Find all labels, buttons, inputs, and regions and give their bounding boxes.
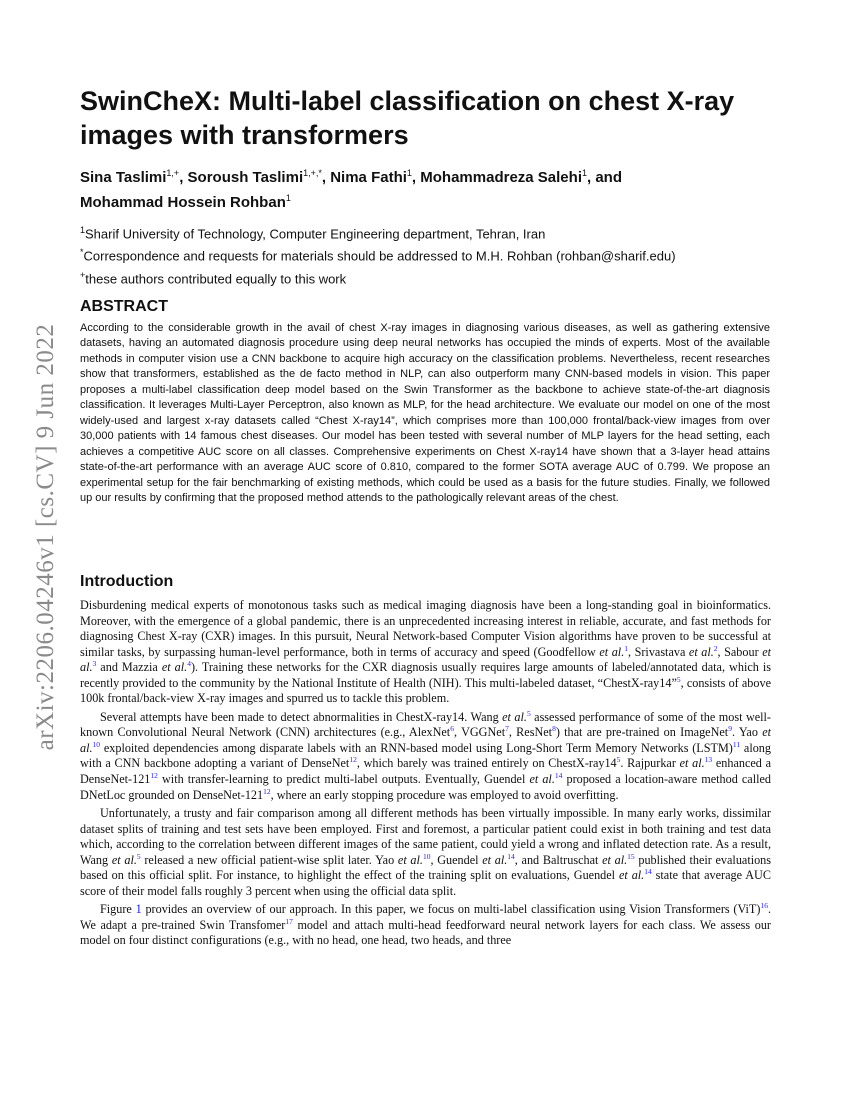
body-text: . Yao: [731, 725, 763, 740]
italic-text: et al.: [688, 644, 714, 659]
body-paragraph: [80, 806, 771, 899]
citation-link[interactable]: 5: [616, 755, 621, 765]
italic-text: et al.: [529, 772, 555, 787]
body-text: , which barely was trained entirely on ChestX-ray14: [356, 756, 617, 771]
author-separator: ,: [321, 169, 331, 186]
body-text: with transfer-learning to predict multi-label outputs. Eventually, Guendel: [157, 772, 530, 787]
citation-link[interactable]: 1: [624, 643, 628, 653]
italic-text: et al.: [111, 852, 137, 867]
affiliation-mark: 1: [80, 225, 86, 235]
author-list: [80, 163, 780, 213]
citation-link[interactable]: 7: [505, 724, 509, 734]
citation-link[interactable]: 13: [704, 755, 713, 765]
body-paragraph: [80, 902, 771, 949]
citation-link[interactable]: 10: [422, 851, 431, 861]
italic-text: et al.: [602, 852, 628, 867]
abstract-heading: ABSTRACT: [80, 298, 168, 315]
affiliation-text: Sharif University of Technology, Computer Engineering department, Tehran, Iran: [85, 226, 546, 242]
author-affiliation-mark: 1,+: [166, 168, 180, 178]
citation-link[interactable]: 5: [526, 708, 531, 718]
body-text: released a new official patient-wise split later. Yao: [140, 852, 398, 867]
body-paragraph: [80, 710, 771, 803]
affiliation-line: [80, 221, 780, 243]
body-text: , VGGNet: [453, 725, 506, 740]
body-text: . Rajpurkar: [620, 756, 680, 771]
italic-text: et al.: [618, 868, 645, 883]
body-text: , and Baltruschat: [514, 852, 603, 867]
citation-link[interactable]: 14: [507, 851, 515, 861]
citation-link[interactable]: 5: [136, 851, 141, 861]
italic-text: et al.: [502, 709, 527, 724]
abstract-text: According to the considerable growth in the avail of chest X-ray images in diagnosing various diseases, as well as gathering extensive datasets, having an automated diagnosis procedure using deep neural networks has occupied the minds of experts. Most of the available methods in computer vision use a CNN backbone to acquire high accuracy on the classification problems. Nevertheless, recent researches show that transformers, established as the de facto method in NLP, can also outperform many CNN-based models in vision. This paper proposes a multi-label classification deep model based on the Swin Transformer as the backbone to achieve state-of-the-art diagnosis classification. It leverages Multi-Layer Perceptron, also known as MLP, for the head architecture. We evaluate our model on one of the most widely-used and largest x-ray datasets called “Chest X-ray14”, which comprises more than 100,000 frontal/back-view images from over 30,000 patients with 14 famous chest diseases. Our model has been tested with several number of MLP layers for the head setting, each achieves a competitive AUC score on all classes. Comprehensive experiments on Chest X-ray14 have shown that a 3-layer head attains state-of-the-art performance with an average AUC score of 0.810, compared to the former SOTA average AUC of 0.799. We propose an experimental setup for the fair benchmarking of existing methods, which could be used as a basis for the future studies. Finally, we followed up our results by confirming that the proposed method attends to the pathologically relevant areas of the chest.: [80, 322, 770, 504]
citation-link[interactable]: 3: [92, 659, 97, 669]
citation-link[interactable]: 16: [760, 901, 768, 911]
italic-text: et al.: [679, 756, 705, 771]
body-text: Several attempts have been made to detect abnormalities in ChestX-ray14. Wang: [100, 709, 503, 724]
italic-text: et al.: [161, 660, 188, 675]
body-text: , Sabour: [717, 644, 763, 659]
author-name: Soroush Taslimi: [187, 169, 304, 186]
body-text: Unfortunately, a trusty and fair comparison among all different methods has been virtually impossible. In many early works, dissimilar dataset splits of training and test sets have been employed. First and foremost, a particular patient could exist in both training and test data which, according to the correlation between different images of the same patient, could yield a wrong and inflated detection rate. As a result, Wang: [80, 806, 771, 867]
citation-link[interactable]: 14: [644, 867, 652, 877]
citation-link[interactable]: 4: [187, 659, 191, 669]
citation-link[interactable]: 11: [732, 739, 741, 749]
body-text: Figure: [100, 902, 136, 917]
introduction-body: [80, 598, 771, 949]
affiliation-mark: *: [80, 247, 84, 258]
author-name: Mohammadreza Salehi: [420, 169, 582, 186]
citation-link[interactable]: 8: [552, 724, 556, 734]
author-affiliation-mark: 1: [285, 193, 291, 203]
author-affiliation-mark: 1,+,*: [303, 168, 322, 178]
body-text: , where an early stopping procedure was employed to avoid overfitting.: [270, 787, 619, 802]
author-affiliation-mark: 1: [581, 168, 587, 178]
affiliation-mark: +: [80, 269, 86, 280]
author-name: Nima Fathi: [330, 169, 407, 186]
body-text: , ResNet: [508, 725, 553, 740]
author-name: Sina Taslimi: [80, 169, 167, 186]
body-text: exploited dependencies among disparate labels with an RNN-based model using Long-Short Term Memory Networks (LSTM): [100, 740, 733, 755]
body-text: ). Training these networks for the CXR diagnosis usually requires large amounts of labeled/annotated data, which is recently provided to the community by the National Institute of Health (NIH). This multi-labeled dataset, “ChestX-ray14”: [80, 660, 771, 690]
body-text: Disburdening medical experts of monotonous tasks such as medical imaging diagnosis have been a long-standing goal in bioinformatics. Moreover, with the emergence of a global pandemic, there is an unprecedented increasing interest in reliable, accurate, and fast methods for diagnosing Chest X-ray (CXR) images. In this pursuit, Neural Network-based Computer Vision algorithms have proven to be successful at similar tasks, by surpassing human-level performance, both in terms of accuracy and speed (Goodfellow: [80, 598, 771, 659]
citation-link[interactable]: 12: [150, 770, 158, 780]
body-text: , Guendel: [430, 852, 483, 867]
italic-text: et al.: [482, 852, 508, 867]
author-affiliation-mark: 1: [406, 168, 412, 178]
body-text: published their evaluations based on this official split. For instance, to highlight the effect of the training split on evaluations, Guendel: [80, 852, 772, 883]
body-text: ) that are pre-trained on ImageNet: [555, 725, 729, 740]
body-paragraph: [80, 598, 771, 707]
body-text: along with a CNN backbone adopting a variant of DenseNet: [80, 740, 771, 771]
affiliation-text: these authors contributed equally to this work: [85, 270, 347, 286]
body-text: , consists of above 100k frontal/back-view X-ray images and spurred us to tackle this problem.: [80, 675, 771, 706]
affiliation-line: [80, 266, 780, 288]
body-text: enhanced a DenseNet-121: [80, 756, 772, 787]
author-separator: , and: [587, 169, 623, 186]
citation-link[interactable]: 10: [92, 739, 101, 749]
affiliation-text: Correspondence and requests for materials should be addressed to M.H. Rohban (rohban@sharif.edu): [83, 248, 676, 264]
affiliation-line: [80, 243, 780, 265]
italic-text: et al.: [397, 852, 423, 867]
italic-text: et al.: [80, 644, 771, 675]
citation-link[interactable]: 2: [713, 643, 718, 653]
citation-link[interactable]: 15: [627, 851, 635, 861]
body-text: proposed a location-aware method called DNetLoc grounded on DenseNet-121: [80, 772, 771, 802]
author-name: Mohammad Hossein Rohban: [80, 194, 286, 211]
citation-link[interactable]: 12: [349, 755, 357, 765]
body-text: state that average AUC score of their model falls roughly 3 percent when using the official data split.: [80, 868, 771, 898]
affiliations: [80, 221, 780, 288]
body-text: provides an overview of our approach. In this paper, we focus on multi-label classification using Vision Transformers (ViT): [141, 902, 761, 917]
author-separator: ,: [411, 169, 421, 186]
body-text: . We adapt a pre-trained Swin Transfomer: [80, 902, 771, 932]
body-text: model and attach multi-head feedforward neural network layers for each class. We assess our model on four distinct configurations (e.g., with no head, one head, two heads, and three: [80, 917, 771, 948]
italic-text: et al.: [599, 644, 625, 659]
introduction-heading: Introduction: [80, 573, 174, 590]
citation-link[interactable]: 6: [450, 724, 454, 734]
italic-text: et al.: [80, 725, 771, 755]
citation-link[interactable]: 9: [728, 724, 732, 734]
citation-link[interactable]: 17: [285, 916, 293, 926]
body-text: , Srivastava: [628, 644, 689, 659]
author-separator: ,: [179, 169, 188, 186]
arxiv-identifier: arXiv:2206.04246v1 [cs.CV] 9 Jun 2022: [32, 323, 59, 751]
citation-link[interactable]: 5: [676, 674, 681, 684]
figure-reference-link[interactable]: 1: [135, 902, 142, 917]
body-text: and Mazzia: [96, 660, 162, 675]
citation-link[interactable]: 12: [263, 786, 271, 796]
citation-link[interactable]: 14: [554, 770, 563, 780]
body-text: assessed performance of some of the most well-known Convolutional Neural Network (CNN) architectures (e.g., AlexNet: [80, 709, 771, 740]
paper-title: SwinCheX: Multi-label classification on chest X-ray images with transformers: [80, 86, 735, 150]
